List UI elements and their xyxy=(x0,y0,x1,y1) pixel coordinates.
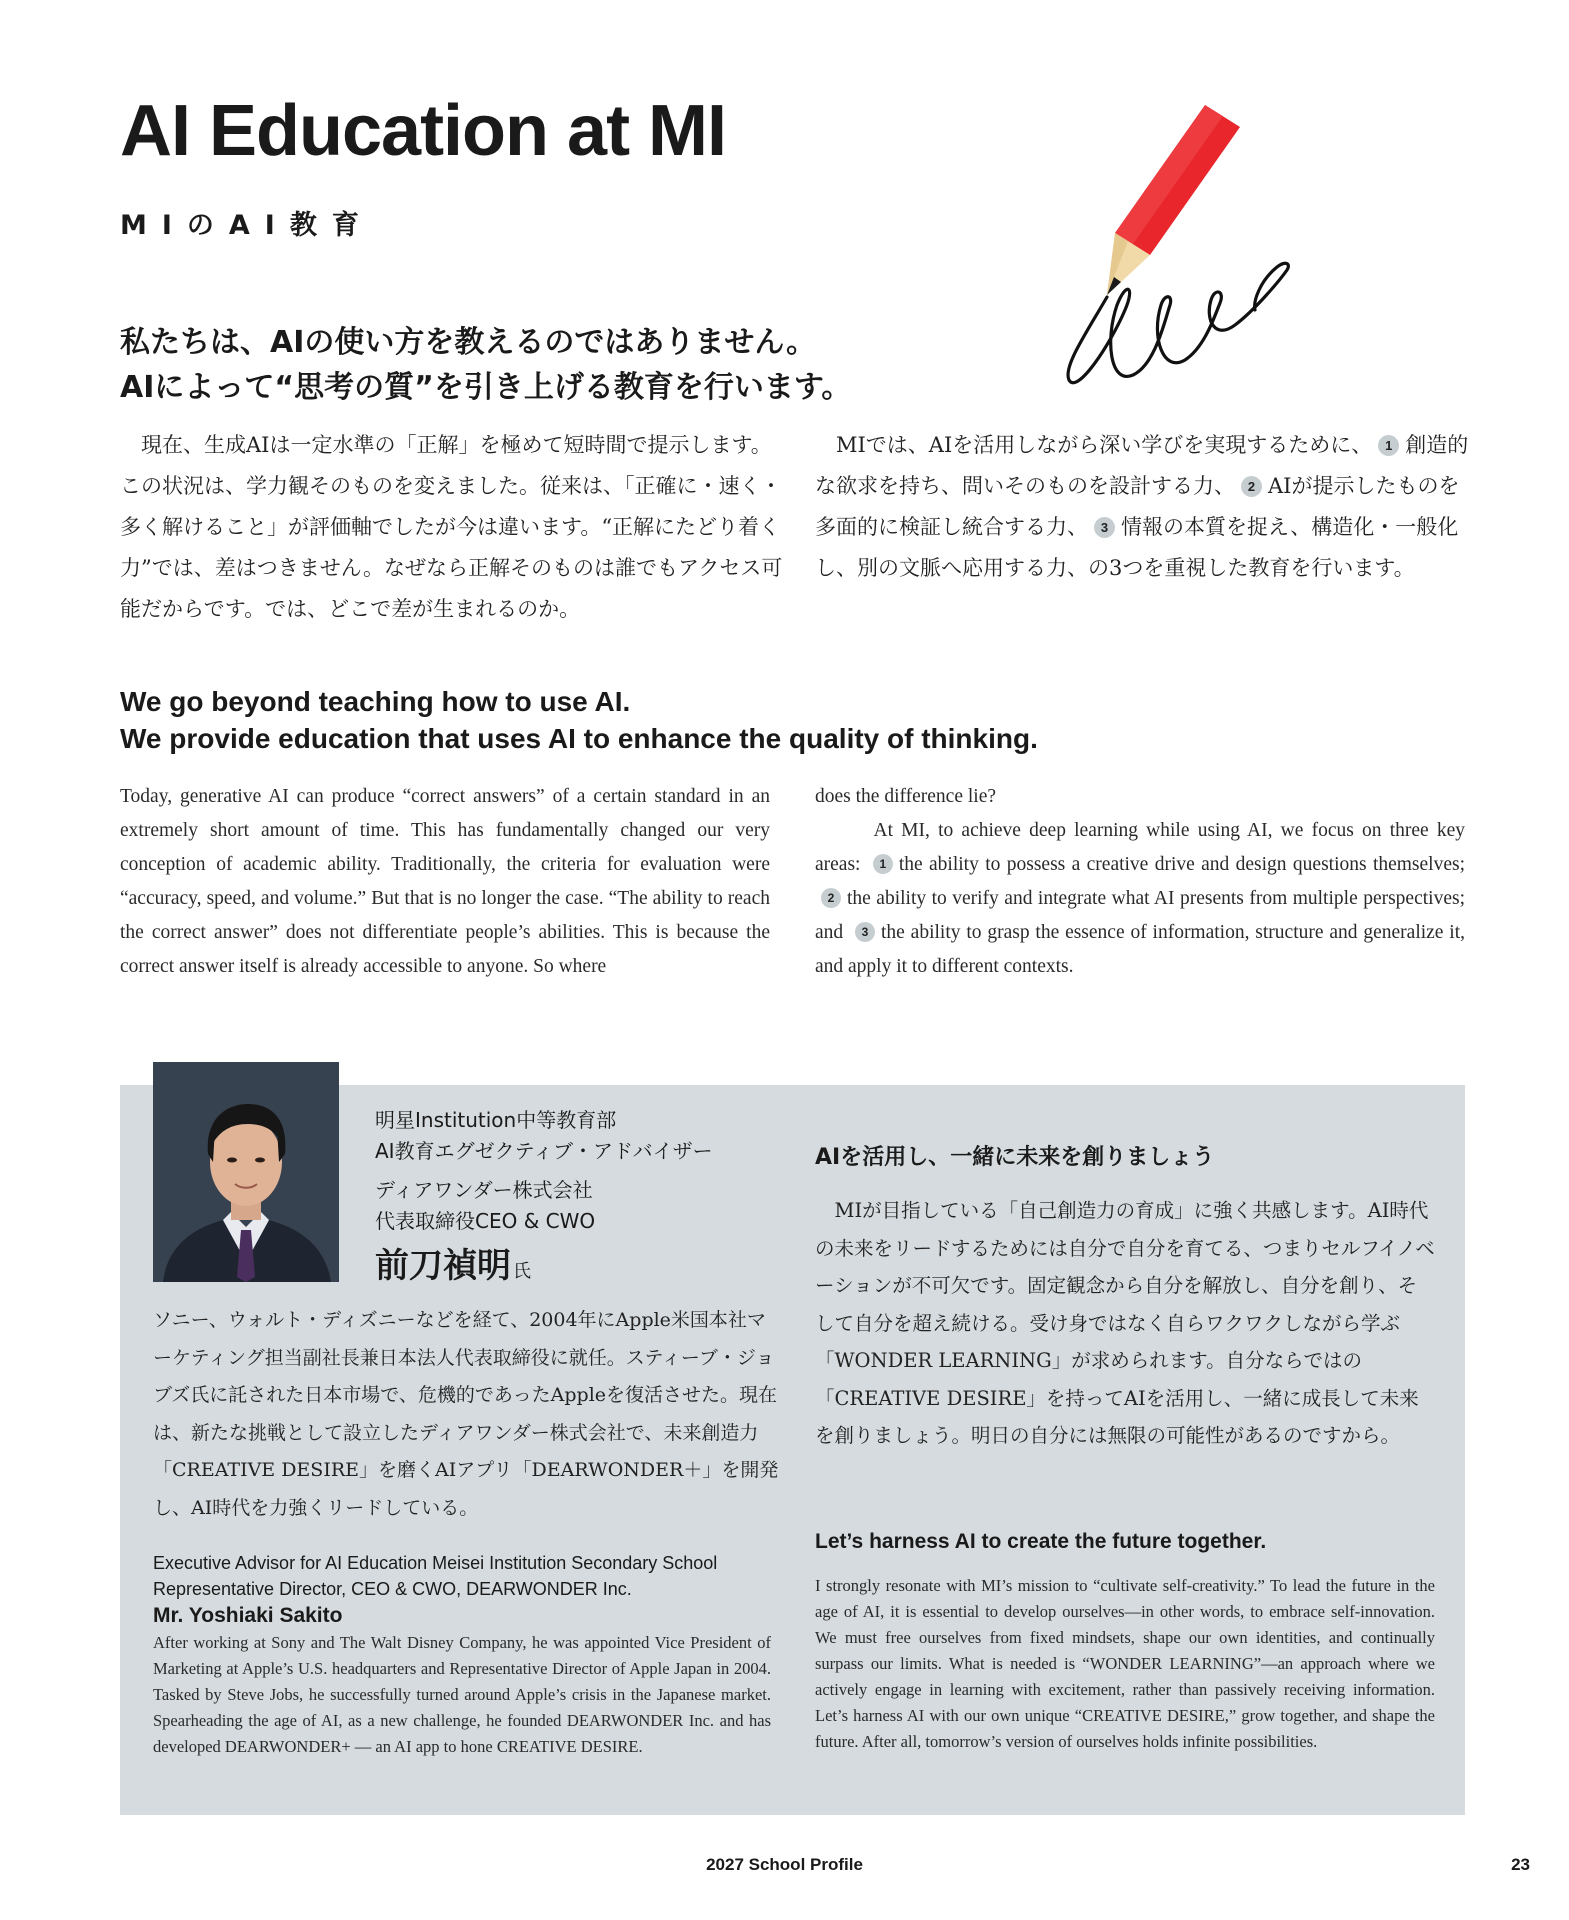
message-body-jp: MIが目指している「自己創造力の育成」に強く共感します。AI時代の未来をリードするためには自分で自分を育てる、つまりセルフイノベーションが不可欠です。固定観念から自分を解放し、自分を創り、そして自分を超え続ける。受け身ではなく自らワクワクしながら学ぶ「WONDER LEARNING」が求められます。自分ならではの「CREATIVE DESIRE」を持ってAIを活用し、一緒に成長して未来を創りましょう。明日の自分には無限の可能性があるのですから。 xyxy=(815,1199,1435,1447)
intro-jp-right-paragraph xyxy=(815,425,1475,589)
headline-en-line-1: We go beyond teaching how to use AI. xyxy=(120,686,631,717)
intro-jp-point-3: 情報の本質を捉え、構造化・一般化し、別の文脈へ応用する力、の3つを重視した教育を行います。 xyxy=(815,515,1459,580)
page-title: AI Education at MI xyxy=(120,91,727,171)
affiliation-line-2: AI教育エグゼクティブ・アドバイザー xyxy=(375,1139,713,1163)
intro-jp-right-lead: MIでは、AIを活用しながら深い学びを実現するために、 xyxy=(836,433,1373,457)
profile-title-en xyxy=(153,1550,793,1602)
intro-en-left-paragraph: Today, generative AI can produce “correct answers” of a certain standard in an extremely short amount of time. This has fundamentally changed our very conception of academic ability. Traditionally, the criteria for evaluation were “accuracy, speed, and volume.” But that is no longer the case. “The ability to reach the correct answer” does not differentiate people’s abilities. This is because the correct answer itself is already accessible to anyone. So where xyxy=(120,786,770,977)
affiliation-line-1: 明星Institution中等教育部 xyxy=(375,1108,617,1132)
profile-bio-jp: ソニー、ウォルト・ディズニーなどを経て、2004年にApple米国本社マーケティング担当副社長兼日本法人代表取締役に就任。スティーブ・ジョブズ氏に託された日本市場で、危機的であったAppleを復活させた。現在は、新たな挑戦として設立したディアワンダー株式会社で、未来創造力「CREATIVE DESIRE」を磨くAIアプリ「DEARWONDER＋」を開発し、AI時代を力強くリードしている。 xyxy=(153,1309,779,1519)
intro-en-continuation: does the difference lie? xyxy=(815,786,997,807)
page-number: 23 xyxy=(1511,1855,1530,1874)
affiliation-line-3: ディアワンダー株式会社 xyxy=(375,1178,593,1202)
headline-en xyxy=(120,683,1420,757)
marker-2: 2 xyxy=(1241,476,1262,497)
intro-en-point-3: the ability to grasp the essence of information, structure and generalize it, and apply it to different contexts. xyxy=(815,922,1466,977)
title-en-line-1: Executive Advisor for AI Education Meisei Institution Secondary School xyxy=(153,1553,718,1573)
intro-jp-left-paragraph: 現在、生成AIは一定水準の「正解」を極めて短時間で提示します。この状況は、学力観そのものを変えました。従来は、「正確に・速く・多く解けること」が評価軸でしたが今は違います。“正解にたどり着く力”では、差はつきません。なぜなら正解そのものは誰でもアクセス可能だからです。では、どこで差が生まれるのか。 xyxy=(120,433,783,621)
headline-en-line-2: We provide education that uses AI to enhance the quality of thinking. xyxy=(120,723,1038,754)
intro-en-lead: At MI, to achieve deep learning while using AI, we focus on three key areas: xyxy=(815,820,1465,875)
pencil-icon xyxy=(1055,105,1295,385)
portrait-photo xyxy=(153,1062,339,1282)
intro-jp-point-2: AIが提示したものを多面的に検証し統合する力、 xyxy=(815,474,1460,539)
headline-jp xyxy=(120,320,920,410)
footer-title: 2027 School Profile xyxy=(706,1855,863,1874)
title-en-line-2: Representative Director, CEO & CWO, DEARWONDER Inc. xyxy=(153,1579,632,1599)
marker-3: 3 xyxy=(1094,517,1115,538)
marker-en-1: 1 xyxy=(873,854,893,874)
marker-en-3: 3 xyxy=(855,922,875,942)
person-name-jp-text: 前刀禎明 xyxy=(375,1246,511,1286)
intro-jp-point-1: 創造的な欲求を持ち、問いそのものを設計する力、 xyxy=(815,433,1469,498)
intro-en-right-paragraph xyxy=(815,780,1465,984)
intro-en-points xyxy=(815,814,1465,984)
message-body-en: I strongly resonate with MI’s mission to “cultivate self-creativity.” To lead the future in the age of AI, it is essential to develop ourselves—in other words, to embrace self-innovation. We must free ourselves from fixed mindsets, shape our own identities, and continually surpass our limits. What is needed is “WONDER LEARNING”—an approach where we actively engage in learning with excitement, rather than passively receiving information. Let’s harness AI with our own unique “CREATIVE DESIRE,” grow together, and shape the future. After all, tomorrow’s version of ourselves holds infinite possibilities. xyxy=(815,1576,1435,1751)
page-subtitle-jp: MIのAI教育 xyxy=(120,210,374,241)
intro-en-point-1: the ability to possess a creative drive and design questions themselves; xyxy=(898,854,1466,875)
person-name-en: Mr. Yoshiaki Sakito xyxy=(153,1604,343,1627)
profile-bio-en: After working at Sony and The Walt Disney Company, he was appointed Vice President of Marketing at Apple’s U.S. headquarters and Representative Director of Apple Japan in 2004. Tasked by Steve Jobs, he successfully turned around Apple’s crisis in the Japanese market. Spearheading the age of AI, as a new challenge, he founded DEARWONDER Inc. and has developed DEARWONDER+ — an AI app to hone CREATIVE DESIRE. xyxy=(153,1633,771,1756)
headline-jp-line-1: 私たちは、AIの使い方を教えるのではありません。 xyxy=(120,325,817,360)
message-heading-jp: AIを活用し、一緒に未来を創りましょう xyxy=(815,1145,1215,1170)
headline-jp-line-2: AIによって“思考の質”を引き上げる教育を行います。 xyxy=(120,370,852,405)
marker-1: 1 xyxy=(1378,435,1399,456)
affiliation-line-4: 代表取締役CEO & CWO xyxy=(375,1209,596,1233)
profile-affiliation xyxy=(375,1105,795,1237)
person-honorific: 氏 xyxy=(513,1261,531,1282)
intro-en-point-2: the ability to verify and integrate what AI presents from multiple perspectives; and xyxy=(815,888,1465,943)
marker-en-2: 2 xyxy=(821,888,841,908)
person-name-jp xyxy=(375,1238,531,1287)
message-heading-en: Let’s harness AI to create the future together. xyxy=(815,1530,1267,1553)
